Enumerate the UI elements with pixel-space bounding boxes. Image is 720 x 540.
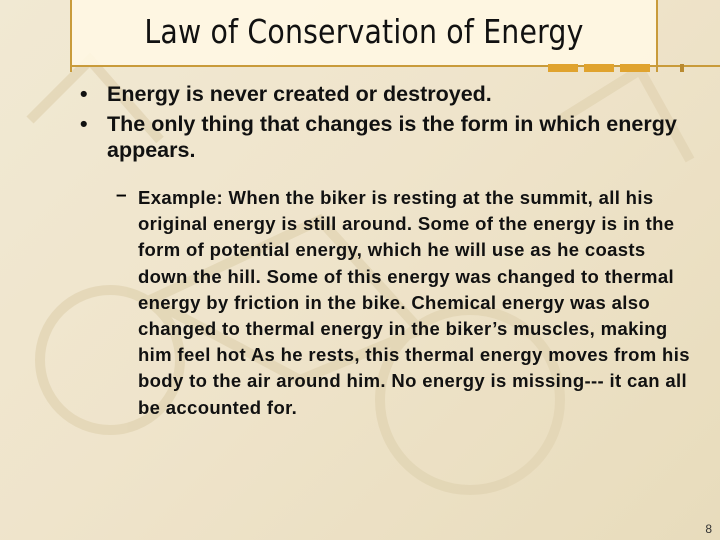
- title-left-rule: [70, 0, 72, 72]
- accent-block: [620, 64, 650, 72]
- accent-block: [548, 64, 578, 72]
- bullet-list: [80, 81, 680, 167]
- bullet-item: [80, 81, 680, 107]
- bullet-text: Energy is never created or destroyed.: [107, 82, 492, 106]
- bullet-item: [80, 111, 680, 163]
- bullet-text: The only thing that changes is the form in which energy appears.: [107, 112, 677, 162]
- bullet-marker: •: [80, 82, 88, 106]
- sub-bullet-text: Example: When the biker is resting at the summit, all his original energy is still around. Some of the energy is in the form of potential energy, which he will use as he coasts down the hill. Some of this energy was changed to thermal energy by friction in the bike. Chemical energy was also changed to thermal energy in the biker’s muscles, making him feel hot As he rests, this thermal energy moves from his body to the air around him. No energy is missing--- it can all be accounted for.: [138, 187, 690, 418]
- bullet-marker: •: [80, 112, 88, 136]
- page-number: 8: [705, 522, 712, 536]
- accent-block: [584, 64, 614, 72]
- slide-title: Law of Conservation of Energy: [144, 12, 584, 51]
- accent-tick: [680, 64, 684, 72]
- sub-bullet-marker: –: [116, 185, 127, 206]
- title-right-rule: [656, 0, 658, 72]
